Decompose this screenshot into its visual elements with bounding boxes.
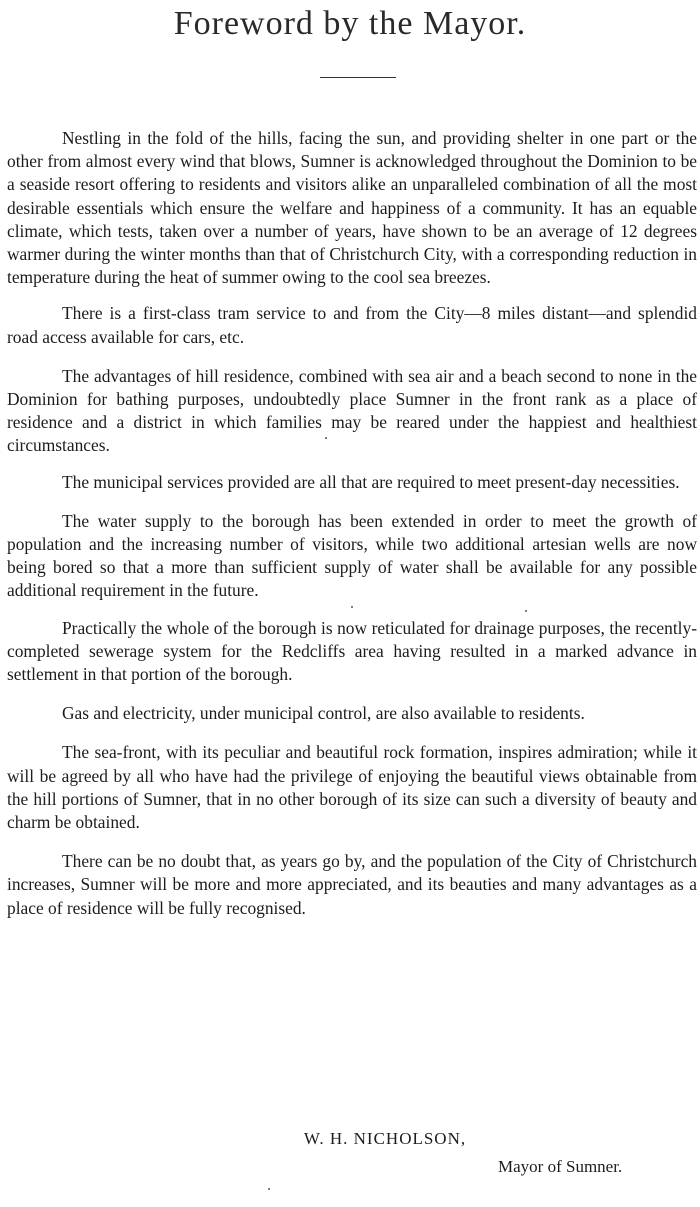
paragraph-municipal-services: The municipal services provided are all that are required to meet present-day necessities. xyxy=(62,471,680,492)
page-title: Foreword by the Mayor. xyxy=(173,5,527,42)
title-divider xyxy=(320,77,396,78)
paragraph-sea-front: The sea-front, with its peculiar and beautiful rock formation, inspires admiration; while it will be agreed by all who have had the privilege of enjoying the beautiful views obtainable from the hill portions of Sumner, that in no other borough of its size can such a diversity of beauty and charm be obtained. xyxy=(7,742,697,833)
foreword-body xyxy=(7,127,697,920)
print-speck xyxy=(351,606,353,608)
signature-title: Mayor of Sumner. xyxy=(498,1157,623,1176)
print-speck xyxy=(525,610,527,612)
paragraph-future: There can be no doubt that, as years go by, and the population of the City of Christchurch increases, Sumner will be more and more appreciated, and its beauties and many advantages as a place of residence will be fully recognised. xyxy=(7,851,697,918)
paragraph-water-supply: The water supply to the borough has been extended in order to meet the growth of population and the increasing number of visitors, while two additional artesian wells are now being bored so that a more than sufficient supply of water shall be available for any possible additional requirement in the future. xyxy=(7,510,697,601)
paragraph-tram-service: There is a first-class tram service to and from the City—8 miles distant—and splendid road access available for cars, etc. xyxy=(7,303,697,347)
paragraph-drainage: Practically the whole of the borough is now reticulated for drainage purposes, the recently-completed sewerage system for the Redcliffs area having resulted in a marked advance in settlement in that portion of the borough. xyxy=(7,617,697,685)
paragraph-hill-residence: The advantages of hill residence, combined with sea air and a beach second to none in the Dominion for bathing purposes, undoubtedly place Sumner in the front rank as a place of residence and a district in which families may be reared under the happiest and healthiest circumstances. xyxy=(7,365,697,456)
paragraph-climate: Nestling in the fold of the hills, facing the sun, and providing shelter in one part or the other from almost every wind that blows, Sumner is acknowledged throughout the Dominion to be a seaside resort offering to residents and visitors alike an unparalleled combination of all the most desirable essentials which ensure the welfare and happiness of a community. It has an equable climate, which tests, taken over a number of years, have shown to be an average of 12 degrees warmer during the winter months than that of Christchurch City, with a corresponding reduction in temperature during the heat of summer owing to the cool sea breezes. xyxy=(7,128,697,288)
print-speck xyxy=(268,1188,270,1190)
print-speck xyxy=(325,437,327,439)
signature-name: W. H. NICHOLSON, xyxy=(303,1129,467,1148)
paragraph-gas-electricity: Gas and electricity, under municipal control, are also available to residents. xyxy=(62,703,585,724)
